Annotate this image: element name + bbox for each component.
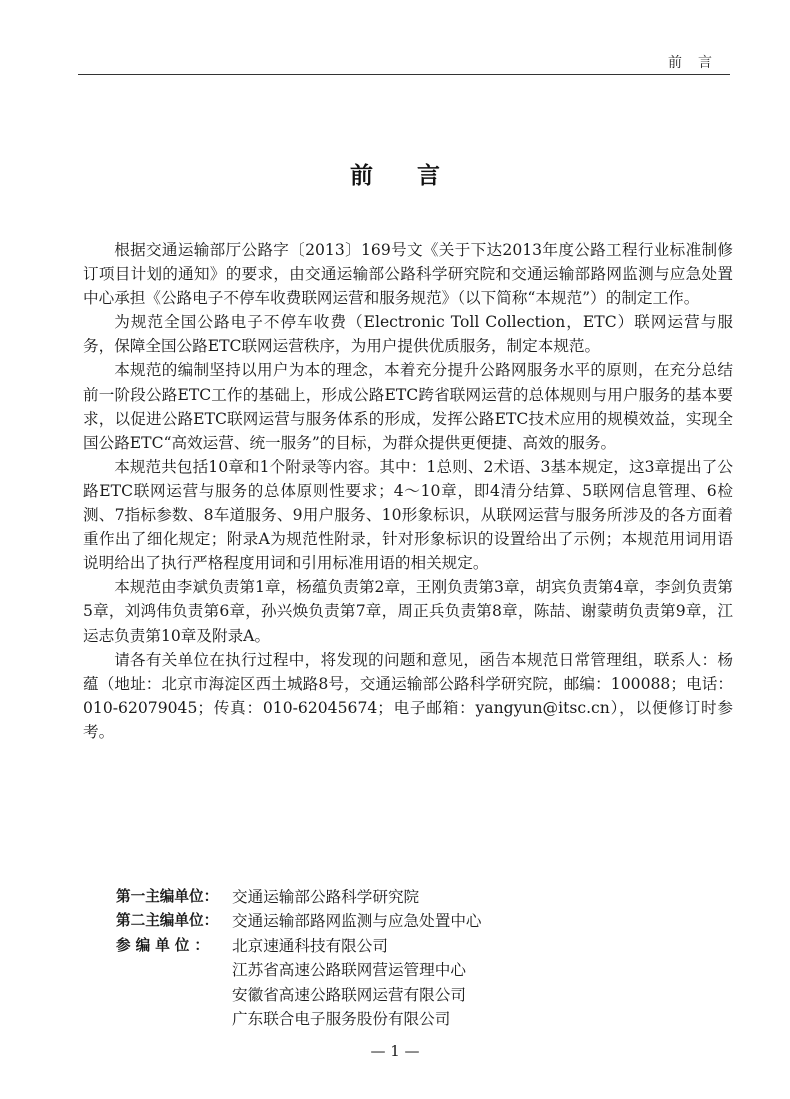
paragraph-structure: 本规范共包括10章和1个附录等内容。其中：1总则、2术语、3基本规定，这3章提出了公路ETC联网运营与服务的总体原则性要求；4～10章，即4清分结算、5联网信息管理、6检测、7指标参数、8车道服务、9用户服务、10形象标识，从联网运营与服务所涉及的各方面着重作出了细化规定；附录A为规范性附录，针对形象标识的设置给出了示例；本规范用词用语说明给出了执行严格程度用词和引用标准用语的相关规定。 (83, 457, 733, 573)
paragraph-principles: 本规范的编制坚持以用户为本的理念，本着充分提升公路网服务水平的原则，在充分总结前一阶段公路ETC工作的基础上，形成公路ETC跨省联网运营的总体规则与用户服务的基本要求，以促进公路ETC联网运营与服务体系的形成，发挥公路ETC技术应用的规模效益，实现全国公路ETC“高效运营、统一服务”的目标，为群众提供更便捷、高效的服务。 (83, 361, 733, 452)
participant-name: 安徽省高速公路联网运营有限公司 (232, 985, 466, 1004)
header-rule (78, 74, 730, 75)
page-title: 前言 (350, 163, 484, 189)
chief-editor-1-name: 交通运输部公路科学研究院 (232, 888, 420, 906)
chief-editor-2-row (116, 909, 736, 933)
page-number: — 1 — (370, 1042, 420, 1060)
chief-editor-2-label: 第二主编单位： (116, 912, 219, 930)
running-header: 前言 (668, 55, 728, 71)
participant-name: 北京速通科技有限公司 (232, 936, 388, 955)
participant-name: 江苏省高速公路联网营运管理中心 (232, 961, 466, 980)
participants-label: 参编单位： (116, 936, 214, 954)
participant-name: 广东联合电子服务股份有限公司 (232, 1010, 451, 1029)
participants-list (232, 934, 466, 1032)
chief-editor-1-label: 第一主编单位： (116, 888, 219, 905)
body-text (83, 238, 733, 744)
paragraph-purpose: 为规范全国公路电子不停车收费（Electronic Toll Collection，ETC）联网运营与服务，保障全国公路ETC联网运营秩序，为用户提供优质服务，制定本规范。 (83, 313, 733, 356)
editing-units (116, 885, 736, 1031)
paragraph-authors: 本规范由李斌负责第1章，杨蕴负责第2章，王刚负责第3章，胡宾负责第4章，李剑负责第5章，刘鸿伟负责第6章，孙兴焕负责第7章，周正兵负责第8章，陈喆、谢蒙萌负责第9章，江运志负责第10章及附录A。 (83, 578, 733, 645)
chief-editor-2-name: 交通运输部路网监测与应急处置中心 (232, 912, 482, 931)
paragraph-contact: 请各有关单位在执行过程中，将发现的问题和意见，函告本规范日常管理组，联系人：杨蕴（地址：北京市海淀区西土城路8号，交通运输部公路科学研究院，邮编：100088；电话：010-62079045；传真：010-62045674；电子邮箱：yangyun@itsc.cn），以便修订时参考。 (83, 650, 733, 741)
participants-row (116, 934, 736, 1032)
paragraph-background: 根据交通运输部厅公路字〔2013〕169号文《关于下达2013年度公路工程行业标准制修订项目计划的通知》的要求，由交通运输部公路科学研究院和交通运输部路网监测与应急处置中心承担《公路电子不停车收费联网运营和服务规范》（以下简称“本规范”）的制定工作。 (83, 241, 733, 308)
chief-editor-1-row (116, 885, 736, 909)
